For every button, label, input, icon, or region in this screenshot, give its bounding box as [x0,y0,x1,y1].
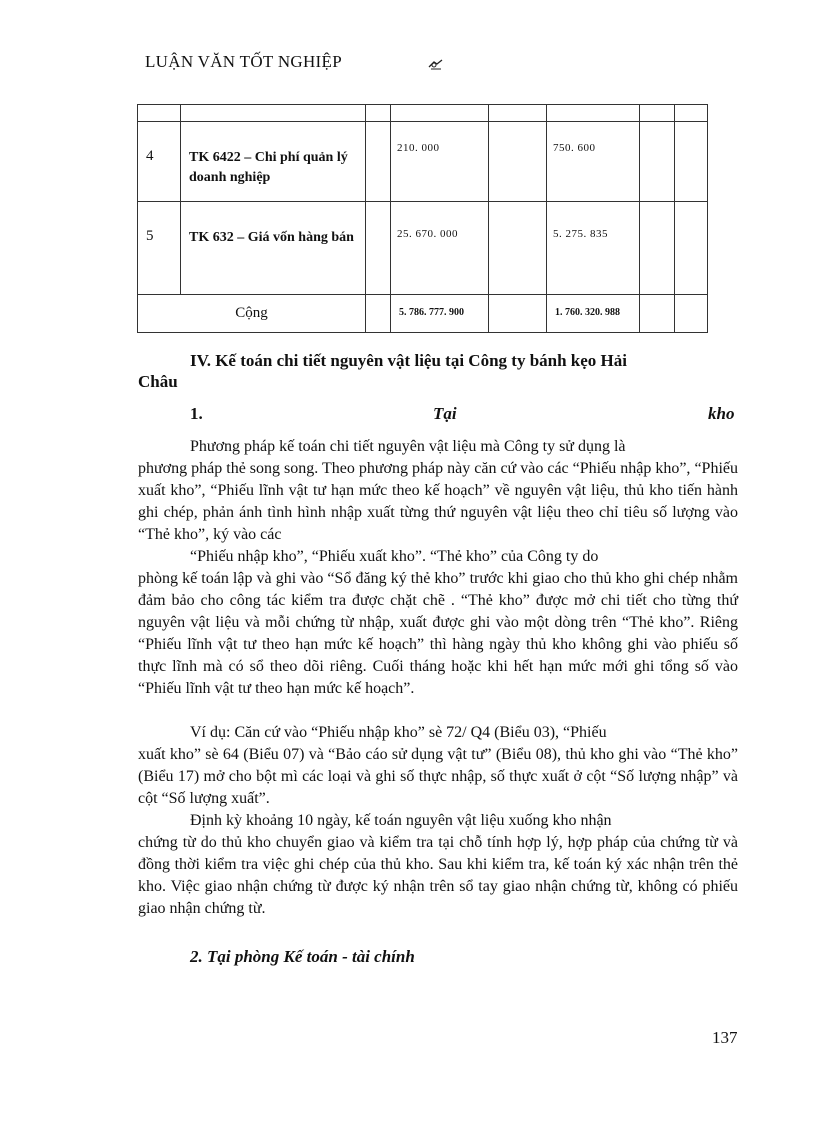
subsection-word-1: Tại [433,404,457,423]
accounts-table [137,104,708,333]
account-name: TK 6422 – Chi phí quản lý doanh nghiệp [181,122,366,202]
paragraph-1-first-line: Phương pháp kế toán chi tiết nguyên vật liệu mà Công ty sử dụng là [190,438,626,455]
subsection-word-2: kho [708,404,735,423]
writing-hand-icon [428,58,444,70]
paragraph-2-first-line: “Phiếu nhập kho”, “Phiếu xuất kho”. “Thẻ kho” của Công ty do [190,548,599,565]
subsection-2-heading: 2. Tại phòng Kế toán - tài chính [190,947,415,966]
section-heading-continued: Châu [138,372,178,391]
amount-2: 750. 600 [547,122,640,202]
amount-1: 210. 000 [391,122,489,202]
paragraph-2-body: phòng kế toán lập và ghi vào “Sổ đăng ký thẻ kho” trước khi giao cho thủ kho ghi chép nhằm đảm bảo cho công tác kiểm tra được chặt chẽ . “Thẻ kho” được mở chi tiết cho từng thứ nguyên vật liệu và mỗi chứng từ nhập, xuất được ghi vào một dòng trên “Thẻ kho”. Riêng “Phiếu lĩnh vật tư theo hạn mức kế hoạch” thì hàng ngày thủ kho không ghi vào phiếu số thực lĩnh mà có sổ theo dõi riêng. Cuối tháng hoặc khi hết hạn mức mới ghi tổng số vào “Phiếu lĩnh vật tư theo hạn mức kế hoạch”. [138,570,738,697]
row-number: 5 [138,202,181,295]
page-header-title: LUẬN VĂN TỐT NGHIỆP [145,52,342,71]
paragraph-3-first-line: Ví dụ: Căn cứ vào “Phiếu nhập kho” sè 72/ Q4 (Biểu 03), “Phiếu [190,724,607,741]
table-row-top [138,105,708,122]
paragraph-4-first-line: Định kỳ khoảng 10 ngày, kế toán nguyên vật liệu xuống kho nhận [190,812,612,829]
total-label: Cộng [138,295,366,333]
total-amount-2: 1. 760. 320. 988 [547,295,640,333]
row-number: 4 [138,122,181,202]
subsection-number: 1. [190,404,203,423]
paragraph-1-body: phương pháp thẻ song song. Theo phương pháp này căn cứ vào các “Phiếu nhập kho”, “Phiếu xuất kho”, “Phiếu lĩnh vật tư hạn mức theo kế hoạch” về nguyên vật liệu, thủ kho tiến hành ghi chép, phản ánh tình hình nhập xuất từng thứ nguyên vật liệu theo chỉ tiêu số lượng vào “Thẻ kho”, ký vào các [138,460,738,543]
amount-1: 25. 670. 000 [391,202,489,295]
table-total-row [138,295,708,333]
paragraph-4-body: chứng từ do thủ kho chuyển giao và kiểm tra tại chỗ tính hợp lý, hợp pháp của chứng từ và đồng thời kiểm tra việc ghi chép của thủ kho. Sau khi kiểm tra, kế toán ký xác nhận trên thẻ kho. Việc giao nhận chứng từ được ký nhận trên sổ tay giao nhận chứng từ, không có phiếu giao nhận chứng từ. [138,834,738,917]
section-heading: IV. Kế toán chi tiết nguyên vật liệu tại Công ty bánh kẹo Hải [190,351,628,370]
table-row [138,202,708,295]
page-number: 137 [712,1028,738,1047]
total-amount-1: 5. 786. 777. 900 [391,295,489,333]
table-row [138,122,708,202]
account-name: TK 632 – Giá vốn hàng bán [181,202,366,295]
amount-2: 5. 275. 835 [547,202,640,295]
paragraph-3-body: xuất kho” sè 64 (Biểu 07) và “Bảo cáo sử dụng vật tư” (Biểu 08), thủ kho ghi vào “Thẻ kho” (Biểu 17) mở cho bột mì các loại và ghi số thực nhập, số thực xuất ở cột “Số lượng nhập” và cột “Số lượng xuất”. [138,746,738,807]
